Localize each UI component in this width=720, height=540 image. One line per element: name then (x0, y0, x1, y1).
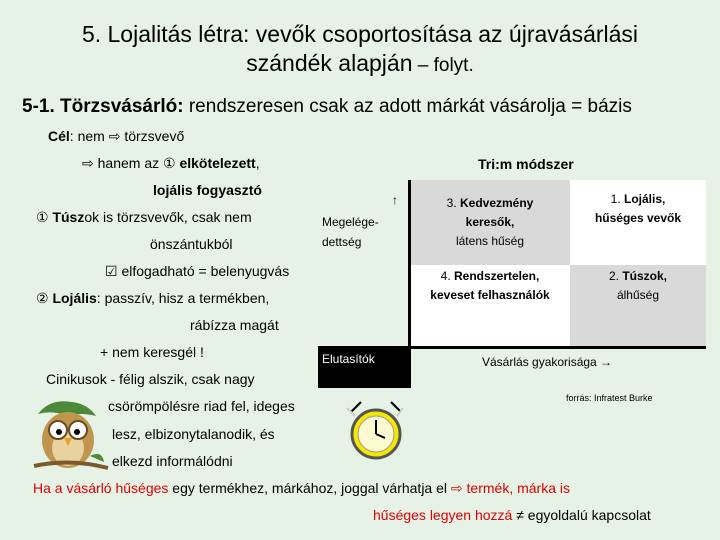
checkbox-icon: ☑ (105, 263, 118, 279)
title-line-1: 5. Lojalitás létra: vevők csoportosítása az újravásárlási (81, 21, 639, 47)
onszant-line: önszántukból (150, 236, 233, 252)
arrow-icon: ⇨ (108, 128, 121, 144)
cinikusok-line: Cinikusok - félig alszik, csak nagy (46, 371, 255, 387)
slide-title (0, 20, 720, 80)
lojalis-fogyaszto: lojális fogyasztó (153, 182, 262, 198)
hanem-line: ⇨ hanem az ① elkötelezett, (82, 155, 260, 171)
up-arrow-icon: ↑ (392, 193, 398, 207)
trim-modszer-label: Tri:m módszer (478, 156, 574, 172)
owl-illustration (30, 396, 112, 476)
cell-rendszertelen: 4. Rendszertelen, keveset felhasználók (410, 265, 570, 348)
bottom-line-2: hűséges legyen hozzá ≠ egyoldalú kapcsolat (373, 507, 651, 523)
vasarlas-gyakorisaga-label: Vásárlás gyakorisága → (482, 355, 613, 369)
nem-keresgel-line: + nem keresgél ! (100, 344, 204, 360)
matrix-horizontal-axis (408, 346, 706, 349)
csorom-line: csörömpölésre riad fel, ideges (108, 398, 295, 414)
cell-tuszok: 2. Túszok, álhűség (570, 265, 706, 348)
cell-kedvezmeny-keresok: 3. Kedvezmény keresők, látens hűség (410, 180, 570, 265)
tuszok-line: ① Túszok is törzsvevők, csak nem (36, 209, 252, 225)
bottom-line-1: Ha a vásárló hűséges egy termékhez, márkához, joggal várhatja el ⇨ termék, márka is (33, 480, 570, 496)
trim-matrix (410, 180, 706, 348)
rabizza-line: rábízza magát (190, 317, 279, 333)
elfogadhato-line: ☑ elfogadható = belenyugvás (105, 263, 290, 279)
elutasitok-label: Elutasítók (318, 346, 410, 388)
alarm-clock-icon (345, 398, 407, 464)
arrow-icon: ⇨ (82, 155, 94, 171)
cell-lojalis-vevok: 1. Lojális, hűséges vevők (570, 180, 706, 265)
subtitle: 5-1. Törzsvásárló: rendszeresen csak az adott márkát vásárolja = bázis (22, 96, 632, 117)
elkezd-line: elkezd informálódni (112, 453, 233, 469)
lesz-line: lesz, elbizonytalanodik, és (112, 426, 275, 442)
arrow-icon: ⇨ (450, 480, 463, 496)
lojalis-line: ② Lojális: passzív, hisz a termékben, (36, 290, 270, 306)
title-line-2: szándék alapján – folyt. (246, 50, 474, 76)
cel-line: Cél: nem ⇨ törzsvevő (48, 128, 185, 144)
megelegedettseg-label: Megelége- dettség (322, 215, 379, 249)
source-note: forrás: Infratest Burke (566, 393, 653, 403)
